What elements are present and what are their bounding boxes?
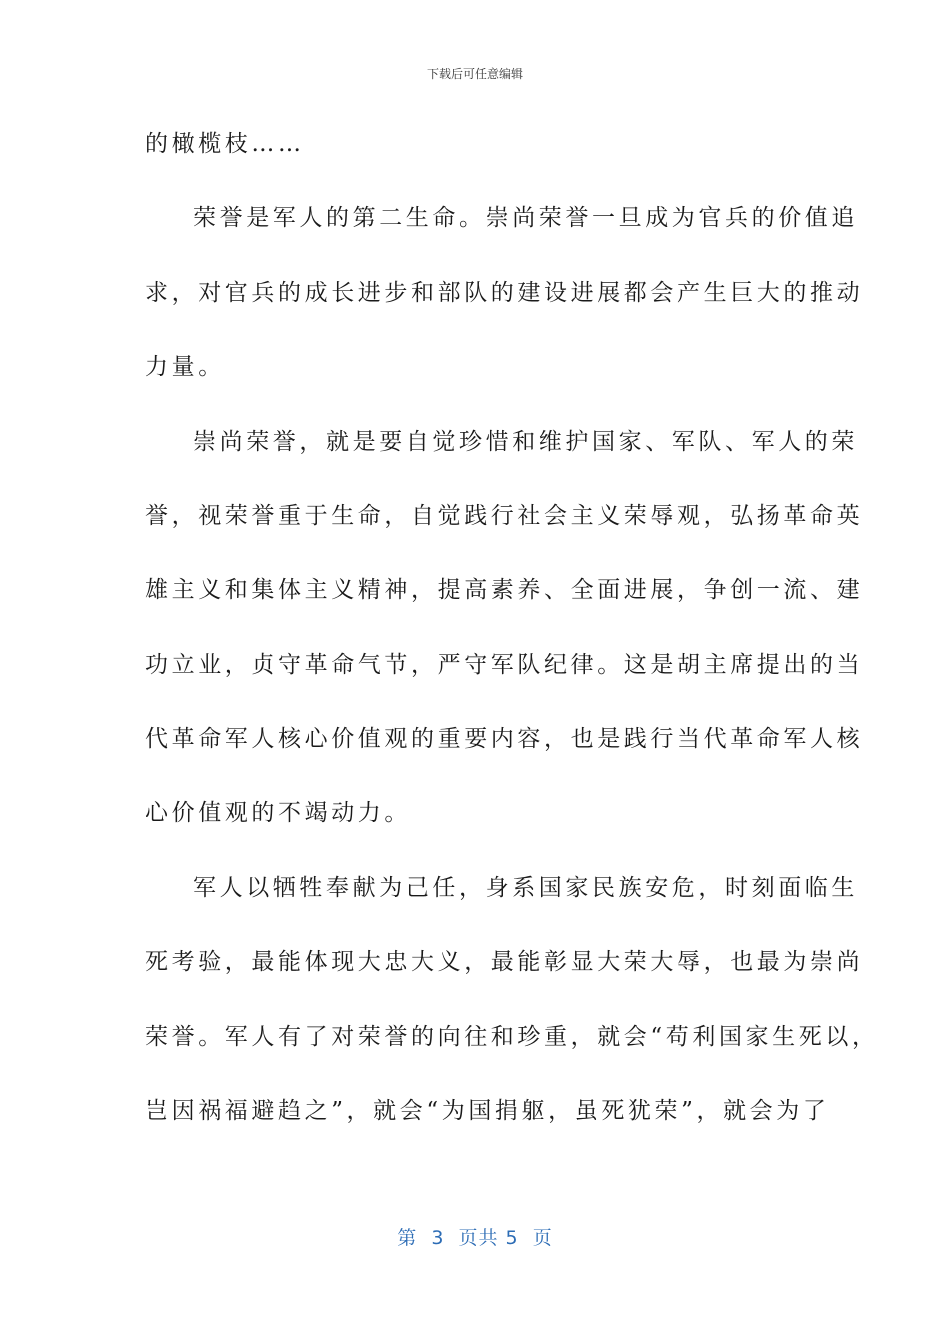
text-line: 誉，视荣誉重于生命，自觉践行社会主义荣辱观，弘扬革命英	[145, 502, 864, 529]
blank-line	[145, 758, 825, 795]
text-line: 军人以牺牲奉献为己任，身系国家民族安危，时刻面临生	[193, 874, 858, 901]
blank-line	[145, 163, 825, 200]
blank-line	[145, 312, 825, 349]
blank-line	[145, 1056, 825, 1093]
blank-line	[145, 981, 825, 1018]
text-line: 荣誉。军人有了对荣誉的向往和珍重，就会“苟利国家生死以，	[145, 1023, 879, 1050]
blank-line	[145, 907, 825, 944]
text-line: 求，对官兵的成长进步和部队的建设进展都会产生巨大的推动	[145, 279, 864, 306]
blank-line	[145, 684, 825, 721]
text-line: 雄主义和集体主义精神，提高素养、全面进展，争创一流、建	[145, 577, 864, 604]
page-footer: 第 3 页共 5 页	[397, 1227, 553, 1249]
text-line: 代革命军人核心价值观的重要内容，也是践行当代革命军人核	[145, 726, 864, 752]
text-line: 岂因祸福避趋之”，就会“为国捐躯，虽死犹荣”，就会为了	[145, 1097, 830, 1124]
blank-line	[145, 386, 825, 423]
blank-line	[145, 833, 825, 870]
blank-line	[145, 461, 825, 498]
blank-line	[145, 238, 825, 275]
text-line: 死考验，最能体现大忠大义，最能彰显大荣大辱，也最为崇尚	[145, 949, 864, 976]
text-line: 崇尚荣誉，就是要自觉珍惜和维护国家、军队、军人的荣	[193, 428, 858, 455]
text-line: 力量。	[145, 354, 225, 381]
text-line: 的橄榄枝……	[145, 131, 305, 157]
text-line: 功立业，贞守革命气节，严守军队纪律。这是胡主席提出的当	[145, 651, 864, 678]
text-line: 荣誉是军人的第二生命。崇尚荣誉一旦成为官兵的价值追	[193, 205, 858, 232]
blank-line	[145, 609, 825, 646]
text-line: 心价值观的不竭动力。	[145, 800, 411, 827]
page-header: 下载后可任意编辑	[426, 67, 523, 81]
blank-line	[145, 535, 825, 572]
document-body	[145, 126, 879, 1130]
